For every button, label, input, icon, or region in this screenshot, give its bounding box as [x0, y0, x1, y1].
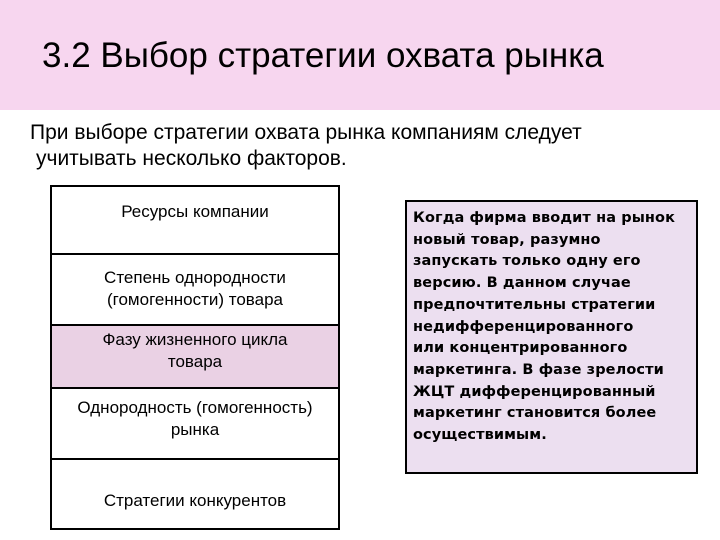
note-line: осуществимым.: [413, 427, 547, 444]
note-line: запускать только одну его: [413, 253, 641, 270]
note-box: [405, 200, 698, 474]
intro-line-1: При выборе стратегии охвата рынка компаниям следует: [30, 121, 582, 144]
factor-label: (гомогенности) товара: [106, 290, 284, 309]
note-line: новый товар, разумно: [413, 231, 601, 248]
slide-title: 3.2 Выбор стратегии охвата рынка: [42, 36, 604, 75]
note-line: Когда фирма вводит на рынок: [413, 210, 676, 226]
factor-resources: [52, 187, 338, 255]
note-line: версию. В данном случае: [413, 275, 631, 292]
factor-label: Ресурсы компании: [121, 202, 269, 221]
factor-label: Однородность (гомогенность): [77, 398, 313, 417]
note-line: недифференцированного: [413, 318, 634, 335]
note-line: или концентрированного: [413, 340, 628, 357]
factor-label: товара: [167, 352, 223, 371]
intro-line-2: учитывать несколько факторов.: [36, 147, 347, 170]
factor-label: Фазу жизненного цикла: [102, 330, 288, 349]
factor-label: рынка: [170, 420, 220, 439]
note-line: предпочтительны стратегии: [413, 296, 656, 313]
factor-label: Стратегии конкурентов: [103, 491, 287, 510]
factor-life-cycle: [52, 326, 338, 389]
factors-table: [50, 185, 340, 530]
factor-competitor-strategies: [52, 460, 338, 528]
factor-market-homogeneity: [52, 389, 338, 460]
note-line: ЖЦТ дифференцированный: [413, 383, 656, 400]
note-line: маркетинг становится более: [413, 405, 657, 422]
factor-label: Степень однородности: [104, 268, 286, 287]
title-band: [0, 0, 720, 110]
factor-product-homogeneity: [52, 255, 338, 326]
intro-text: [30, 120, 690, 172]
note-line: маркетинга. В фазе зрелости: [413, 361, 664, 378]
